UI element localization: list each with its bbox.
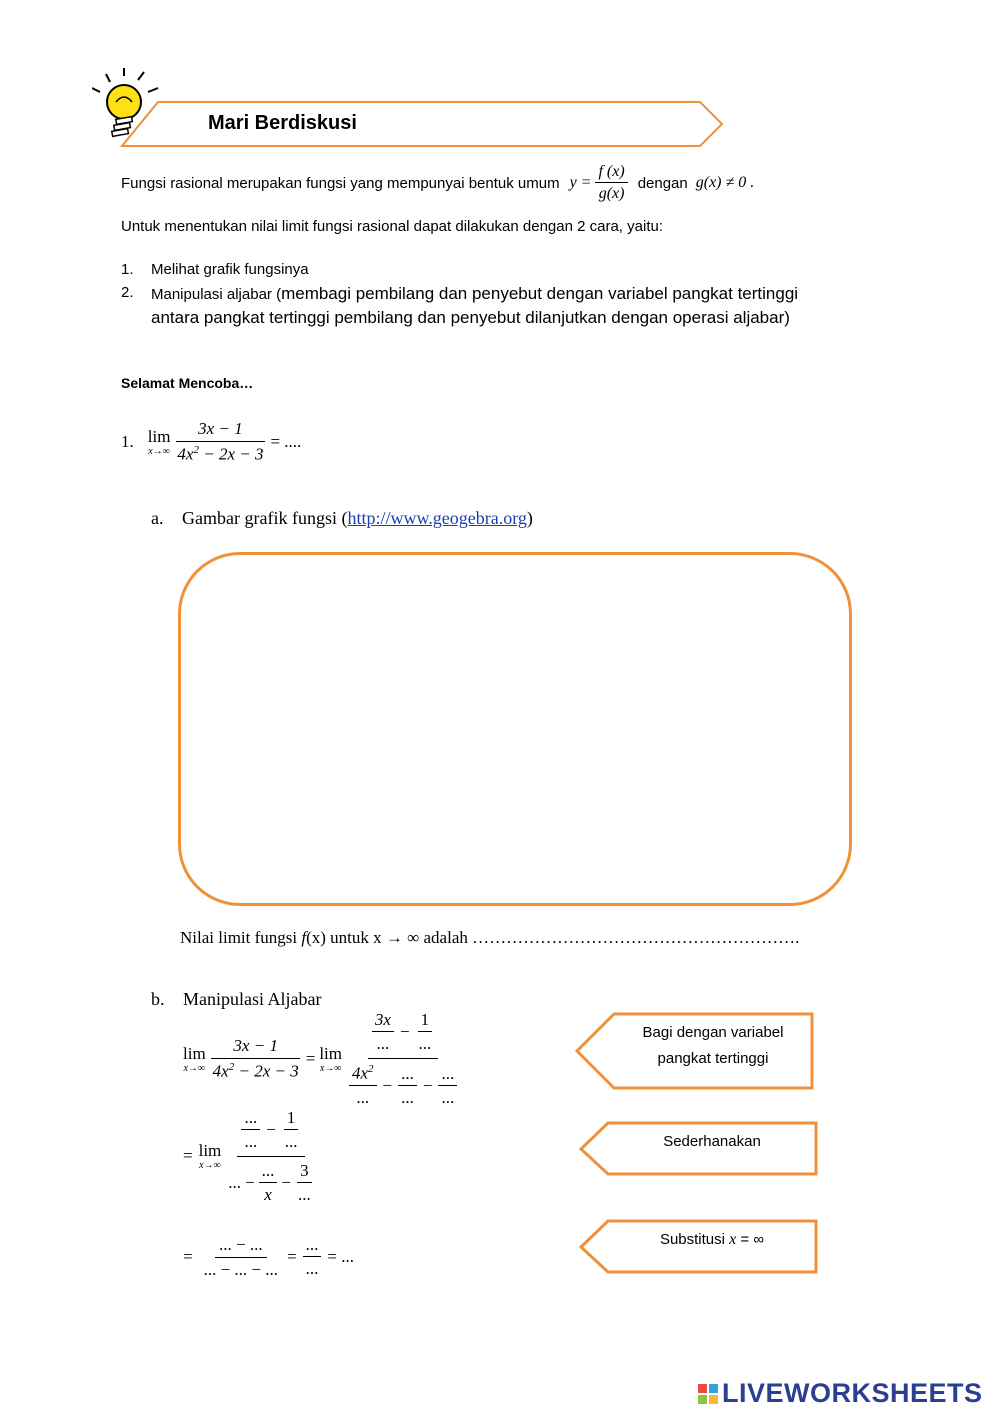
problem-equals: = .... xyxy=(270,432,302,451)
equals-sign: = xyxy=(183,1247,193,1266)
step2-fraction xyxy=(225,1108,316,1205)
blank-dots[interactable]: ... xyxy=(398,1064,417,1086)
lim-subscript: x→∞ xyxy=(148,445,170,457)
sub-num: 3 xyxy=(297,1161,312,1183)
geogebra-link[interactable]: http://www.geogebra.org xyxy=(347,508,527,528)
den-rest: − 2x − 3 xyxy=(198,444,264,464)
sub-fraction xyxy=(372,1010,394,1054)
sub-num: 1 xyxy=(418,1010,433,1032)
method-text-line2: antara pangkat tertinggi pembilang dan penyebut dilanjutkan dengan operasi aljabar) xyxy=(151,308,790,327)
lim-subscript: x→∞ xyxy=(183,1062,206,1074)
sub-fraction xyxy=(259,1161,278,1205)
step3-answer[interactable]: = ... xyxy=(327,1247,354,1266)
part-b-letter: b. xyxy=(151,989,165,1009)
limit-answer-line xyxy=(180,928,799,948)
step1-fraction xyxy=(210,1036,302,1082)
blank-dots[interactable]: ... xyxy=(297,1184,311,1204)
formula-numerator: f (x) xyxy=(595,163,627,183)
blank-dots[interactable]: ... xyxy=(376,1034,390,1054)
part-a-close: ) xyxy=(526,508,533,528)
sub-fraction xyxy=(241,1108,260,1152)
hint-line: pangkat tertinggi xyxy=(657,1050,769,1067)
method-number: 2. xyxy=(121,284,134,301)
den-exponent: 2 xyxy=(228,1061,235,1074)
part-a-label xyxy=(151,508,533,529)
step2-numerator xyxy=(237,1108,304,1157)
logo-icon xyxy=(698,1384,718,1404)
blank-dots[interactable]: ... xyxy=(228,1172,242,1192)
minus-sign: − xyxy=(281,1172,291,1192)
sub-num: 3x xyxy=(372,1010,394,1032)
limit-operator xyxy=(319,1045,342,1074)
formula-y: y = xyxy=(569,174,592,191)
blank-dots[interactable]: ... xyxy=(441,1087,455,1107)
blank-dots[interactable]: ... xyxy=(303,1235,322,1257)
lim-subscript: x→∞ xyxy=(199,1159,221,1171)
lim-subscript: x→∞ xyxy=(319,1062,342,1074)
equals-sign: = xyxy=(287,1247,297,1266)
method-text-large: membagi pembilang dan penyebut dengan variabel pangkat tertinggi xyxy=(281,284,799,303)
graph-drawing-area[interactable] xyxy=(178,552,852,906)
method-text-small: Manipulasi aljabar ( xyxy=(151,286,282,303)
part-a-letter: a. xyxy=(151,508,164,528)
den-term: 4x xyxy=(351,1063,369,1083)
blank-dots[interactable]: ... xyxy=(438,1064,457,1086)
den-term: 4x xyxy=(177,444,194,464)
den-exponent: 2 xyxy=(193,444,199,457)
blank-dots[interactable]: ... xyxy=(259,1161,278,1183)
blank-dots[interactable]: ... xyxy=(244,1131,258,1151)
minus-sign: − xyxy=(422,1075,433,1095)
step1-numerator: 3x − 1 xyxy=(211,1036,300,1059)
hint-line: Sederhanakan xyxy=(663,1133,761,1150)
answer-blank[interactable]: (x) untuk x → ∞ adalah …………………………………………………. xyxy=(306,928,800,947)
problem-1 xyxy=(121,414,301,470)
den-term: 4x xyxy=(212,1061,229,1081)
minus-sign: − xyxy=(245,1172,255,1192)
practice-heading: Selamat Mencoba… xyxy=(121,375,254,391)
problem-fraction xyxy=(174,419,266,465)
lim-text: lim xyxy=(147,426,171,446)
part-b-title: Manipulasi Aljabar xyxy=(183,989,322,1009)
sub-fraction xyxy=(295,1161,314,1205)
sub-fraction xyxy=(282,1108,301,1152)
blank-dots[interactable]: ... xyxy=(241,1108,260,1130)
step-3 xyxy=(183,1232,354,1282)
equals-sign: = xyxy=(183,1146,193,1165)
part-a-text: Gambar grafik fungsi ( xyxy=(182,508,348,528)
step1-denominator xyxy=(210,1059,302,1082)
problem-number: 1. xyxy=(121,432,134,451)
problem-numerator: 3x − 1 xyxy=(176,419,265,442)
sub-fraction xyxy=(349,1063,377,1108)
connector-text: dengan xyxy=(637,174,688,192)
hint-box-divide xyxy=(574,1012,816,1092)
blank-dots[interactable]: ... xyxy=(284,1131,298,1151)
limit-operator xyxy=(148,428,171,457)
formula-fraction xyxy=(595,163,627,203)
page-title: Mari Berdiskusi xyxy=(208,112,357,134)
lim-text: lim xyxy=(183,1043,206,1063)
hint-suffix: = ∞ xyxy=(736,1231,765,1248)
methods-intro: Untuk menentukan nilai limit fungsi rasional dapat dilakukan dengan 2 cara, yaitu: xyxy=(121,218,663,235)
step-1 xyxy=(183,1010,460,1108)
step1-rhs-numerator xyxy=(368,1010,438,1059)
sub-num xyxy=(349,1063,377,1086)
step3-numerator[interactable]: ... − ... xyxy=(215,1235,267,1258)
definition-text: Fungsi rasional merupakan fungsi yang mempunyai bentuk umum xyxy=(121,174,560,192)
part-b-label xyxy=(151,989,321,1010)
den-exponent: 2 xyxy=(368,1063,374,1076)
formula-condition: g(x) ≠ 0 . xyxy=(695,174,755,191)
method-item-1 xyxy=(121,261,309,278)
sub-fraction xyxy=(398,1064,417,1108)
step3-fraction xyxy=(201,1235,281,1280)
answer-prefix: Nilai limit fungsi xyxy=(180,928,302,947)
hint-line xyxy=(608,1231,816,1249)
answer-fx: f xyxy=(301,928,307,947)
logo-text: LIVEWORKSHEETS xyxy=(722,1378,983,1408)
formula-denominator: g(x) xyxy=(598,185,625,202)
step1-rhs-fraction xyxy=(346,1010,460,1108)
hint-line: Bagi dengan variabel xyxy=(642,1024,784,1041)
blank-dots[interactable]: ... xyxy=(305,1259,319,1278)
limit-operator xyxy=(183,1045,206,1074)
lim-text: lim xyxy=(198,1140,222,1160)
blank-dots[interactable]: ... xyxy=(418,1034,432,1054)
method-number: 1. xyxy=(121,261,134,278)
sub-num: 1 xyxy=(284,1108,299,1130)
sub-fraction xyxy=(438,1064,457,1108)
minus-sign: − xyxy=(382,1075,393,1095)
liveworksheets-logo xyxy=(698,1378,983,1409)
minus-sign: − xyxy=(266,1119,276,1139)
lim-text: lim xyxy=(319,1043,342,1063)
problem-denominator xyxy=(174,442,266,465)
step-2 xyxy=(183,1108,317,1204)
sub-den: x xyxy=(264,1184,272,1204)
blank-dots[interactable]: ... xyxy=(356,1087,370,1107)
definition-line xyxy=(121,158,754,208)
step2-denominator xyxy=(225,1157,316,1205)
minus-sign: − xyxy=(399,1022,410,1042)
blank-dots[interactable]: ... xyxy=(401,1087,414,1107)
equals-sign: = xyxy=(305,1049,316,1068)
hint-variable: x xyxy=(729,1231,737,1248)
limit-operator xyxy=(199,1142,222,1171)
step1-rhs-denominator xyxy=(346,1059,460,1108)
sub-fraction xyxy=(416,1010,435,1054)
hint-prefix: Substitusi xyxy=(659,1231,730,1248)
hint-box-substitute xyxy=(578,1219,820,1276)
hint-box-simplify xyxy=(578,1121,820,1178)
den-rest: − 2x − 3 xyxy=(234,1061,299,1081)
step3-result-fraction xyxy=(303,1235,322,1279)
method-item-2 xyxy=(121,284,881,327)
step3-denominator[interactable]: ... − ... − ... xyxy=(203,1259,279,1279)
method-text: Melihat grafik fungsinya xyxy=(151,261,309,278)
